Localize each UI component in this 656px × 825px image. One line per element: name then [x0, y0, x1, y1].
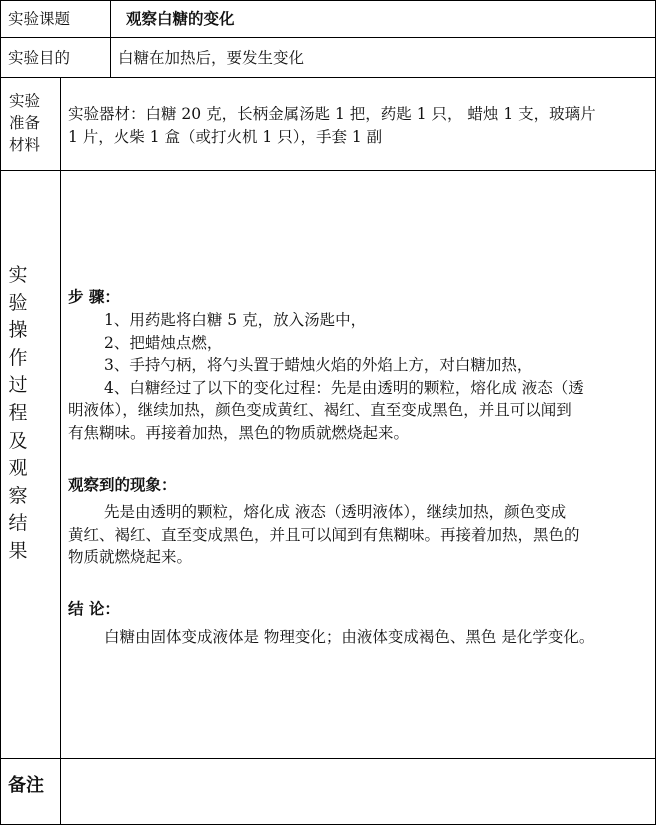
row-divider	[0, 37, 656, 38]
materials-line: 实验器材：白糖 20 克，长柄金属汤匙 1 把，药匙 1 只， 蜡烛 1 支，玻璃片	[68, 105, 596, 123]
steps-heading: 步 骤：	[68, 287, 120, 306]
materials-label-line: 材料	[9, 136, 41, 154]
materials-text	[68, 103, 596, 148]
step-item-continuation: 有焦糊味。再接着加热，黑色的物质就燃烧起来。	[68, 423, 410, 442]
conclusion-heading: 结 论：	[68, 599, 120, 618]
observation-line: 先是由透明的颗粒，熔化成 液态（透明液体），继续加热，颜色变成	[104, 503, 567, 521]
label-column-divider	[110, 0, 111, 77]
step-item: 2、把蜡烛点燃，	[104, 333, 223, 352]
table-border-top	[0, 0, 656, 1]
notes-label: 备注	[8, 775, 44, 796]
materials-label-line: 准备	[9, 114, 41, 132]
observation-heading: 观察到的现象：	[68, 475, 177, 494]
step-item-continuation: 明液体），继续加热，颜色变成黄红、褐红、直至变成黑色，并且可以闻到	[68, 401, 572, 419]
purpose-value: 白糖在加热后，要发生变化	[118, 49, 305, 67]
label-column-divider	[60, 77, 61, 824]
topic-value: 观察白糖的变化	[126, 9, 235, 28]
observation-text	[68, 501, 580, 569]
materials-label-line: 实验	[9, 92, 41, 110]
observation-line: 物质就燃烧起来。	[68, 548, 193, 566]
step-item: 4、白糖经过了以下的变化过程：先是由透明的颗粒，熔化成 液态（透	[104, 378, 584, 397]
materials-label	[9, 90, 49, 156]
step-item: 1、用药匙将白糖 5 克，放入汤匙中，	[104, 311, 367, 329]
materials-line: 1 片，火柴 1 盒（或打火机 1 只），手套 1 副	[68, 127, 383, 146]
conclusion-text: 白糖由固体变成液体是 物理变化；由液体变成褐色、黑色 是化学变化。	[104, 628, 595, 646]
observation-line: 黄红、褐红、直至变成黑色，并且可以闻到有焦糊味。再接着加热，黑色的	[68, 525, 580, 544]
table-border-left	[0, 0, 1, 825]
row-divider	[0, 758, 656, 759]
steps-list	[68, 309, 584, 444]
step-item: 3、手持勺柄，将勺头置于蜡烛火焰的外焰上方，对白糖加热，	[104, 356, 533, 374]
purpose-label: 实验目的	[8, 49, 71, 67]
topic-label: 实验课题	[8, 10, 71, 28]
process-label: 实验操作过程及观察结果	[8, 264, 28, 562]
row-divider	[0, 170, 656, 171]
row-divider	[0, 77, 656, 78]
